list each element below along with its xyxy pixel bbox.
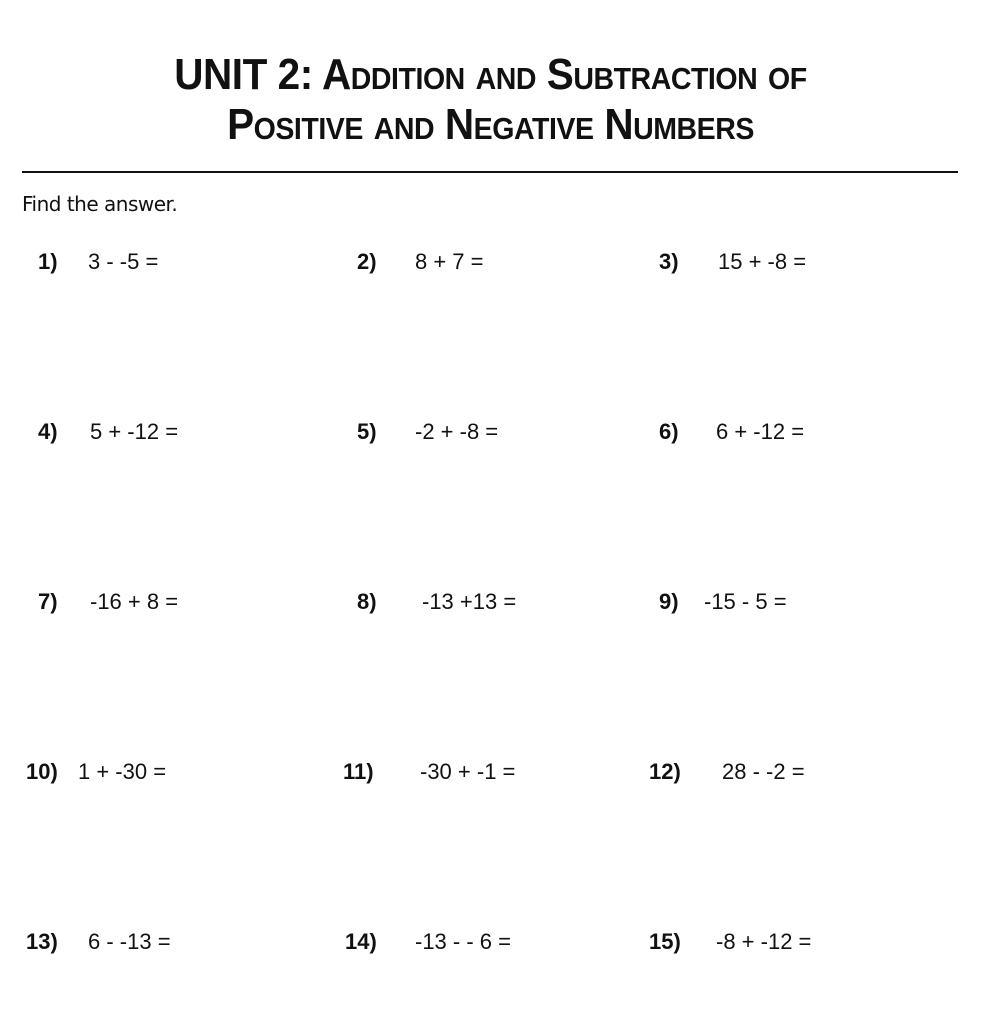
problem-number: 8) <box>357 589 377 614</box>
instructions: Find the answer. <box>22 192 178 216</box>
problem-expression: -8 + -12 = <box>716 929 812 954</box>
problem-number: 9) <box>659 589 679 614</box>
problem-expression: -15 - 5 = <box>704 589 787 614</box>
problem-number: 4) <box>38 419 58 444</box>
problem-number: 6) <box>659 419 679 444</box>
problem-expression: -13 - - 6 = <box>415 929 511 954</box>
problem-expression: 15 + -8 = <box>718 249 807 274</box>
problem-number: 5) <box>357 419 377 444</box>
problem-number: 14) <box>345 929 377 954</box>
worksheet-title-line1: UNIT 2: Addition and Subtraction of <box>174 50 807 99</box>
problem-number: 1) <box>38 249 58 274</box>
problem-number: 11) <box>343 759 374 784</box>
problem-number: 2) <box>357 249 377 274</box>
problem-expression: -30 + -1 = <box>420 759 516 784</box>
problem-expression: 6 - -13 = <box>88 929 171 954</box>
problem-number: 12) <box>649 759 681 784</box>
problem-number: 3) <box>659 249 679 274</box>
problem-expression: 28 - -2 = <box>722 759 805 784</box>
title-divider <box>22 171 958 173</box>
problem-number: 15) <box>649 929 681 954</box>
problem-expression: -2 + -8 = <box>415 419 499 444</box>
problem-expression: -16 + 8 = <box>90 589 179 614</box>
problem-expression: 1 + -30 = <box>78 759 167 784</box>
problem-expression: 5 + -12 = <box>90 419 179 444</box>
problem-number: 7) <box>38 589 58 614</box>
problem-expression: 6 + -12 = <box>716 419 805 444</box>
problem-expression: -13 +13 = <box>422 589 517 614</box>
problem-number: 10) <box>26 759 58 784</box>
problem-number: 13) <box>26 929 58 954</box>
worksheet-title-line2: Positive and Negative Numbers <box>227 100 754 149</box>
problem-expression: 3 - -5 = <box>88 249 159 274</box>
problem-expression: 8 + 7 = <box>415 249 484 274</box>
